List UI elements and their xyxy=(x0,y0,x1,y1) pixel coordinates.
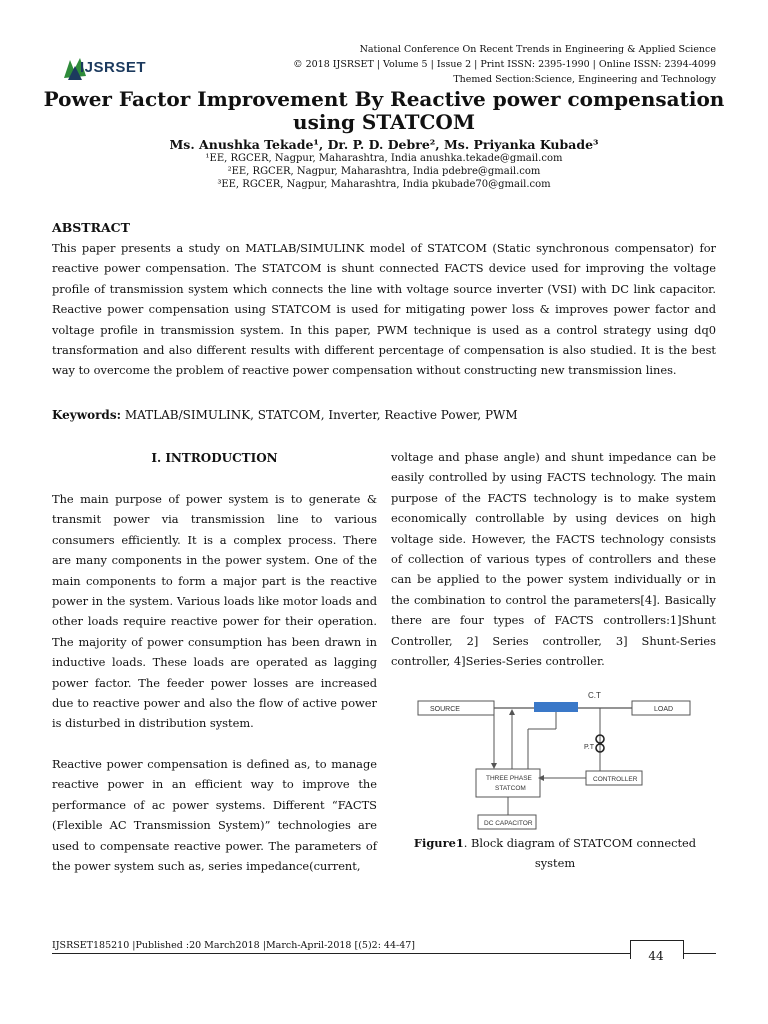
logo-text: IJSRSET xyxy=(80,59,147,76)
figure-caption-text: . Block diagram of STATCOM connected system xyxy=(463,836,697,870)
page-number: 44 xyxy=(648,949,664,963)
intro-paragraph-2: Reactive power compensation is defined as, to manage reactive power in an efficient way to improve the performance of ac power systems. Different “FACTS (Flexible AC Transmission System)” technologies are used to compensate reactive power. The parameters of the power system such as, series impedance(current, xyxy=(52,757,377,874)
intro-paragraph-1: The main purpose of power system is to generate & transmit power via transmission line to various consumers efficiently. It is a complex process. There are many components in the power system. One of the main components to form a major part is the reactive power in the system. Various loads like motor loads and other loads require reactive power for their operation. The majority of power consumption has been drawn in inductive loads. These loads are operated as lagging power factor. The feeder power losses are increased due to reactive power and also the flow of active power is disturbed in distribution system. xyxy=(52,492,377,731)
paper-title xyxy=(30,88,738,134)
statcom-label-line2: STATCOM xyxy=(495,785,526,792)
statcom-block-diagram xyxy=(416,687,692,835)
section-heading-introduction: I. INTRODUCTION xyxy=(151,451,278,465)
keywords-list: MATLAB/SIMULINK, STATCOM, Inverter, Reactive Power, PWM xyxy=(124,408,518,422)
author-list: Ms. Anushka Tekade¹, Dr. P. D. Debre², Ms. Priyanka Kubade³ xyxy=(169,137,599,152)
footer-citation: IJSRSET185210 |Published :20 March2018 |March-April-2018 [(5)2: 44-47] xyxy=(52,940,416,951)
statcom-block xyxy=(476,769,540,797)
arrow-head-up xyxy=(509,709,515,715)
ct-label: C.T xyxy=(588,691,601,700)
journal-logo xyxy=(60,50,160,88)
title-line-2: using STATCOM xyxy=(293,110,475,134)
figure-caption-label: Figure1 xyxy=(413,836,464,850)
load-label: LOAD xyxy=(654,706,674,713)
keywords-label: Keywords: xyxy=(52,408,122,422)
keywords xyxy=(52,408,716,422)
affiliation-2: ²EE, RGCER, Nagpur, Maharashtra, India pdebre@gmail.com xyxy=(227,166,541,177)
right-column-paragraph: voltage and phase angle) and shunt impedance can be easily controlled by using FACTS technology. The main purpose of the FACTS technology is to make system economically controllable by using devices on high voltage side. However, the FACTS technology consists of collection of various types of controllers and these can be applied to the power system individually or in the combination to control the parameters[4]. Basically there are four types of FACTS controllers:1]Shunt Controller, 2] Series controller, 3] Shunt-Series controller, 4]Series-Series controller. xyxy=(391,450,716,669)
current-transformer xyxy=(534,702,578,712)
pt-label: P.T xyxy=(584,744,594,751)
controller-label: CONTROLLER xyxy=(593,776,638,783)
arrow-head-down xyxy=(491,763,497,769)
figure-caption xyxy=(405,833,705,873)
affiliation-1: ¹EE, RGCER, Nagpur, Maharashtra, India anushka.tekade@gmail.com xyxy=(205,153,563,164)
dc-capacitor-label: DC CAPACITOR xyxy=(484,820,533,827)
abstract-heading: ABSTRACT xyxy=(52,220,130,235)
source-label: SOURCE xyxy=(430,706,460,713)
footer-divider xyxy=(52,953,716,954)
abstract-text: This paper presents a study on MATLAB/SIMULINK model of STATCOM (Static synchronous compensator) for reactive power compensation. The STATCOM is shunt connected FACTS device used for improving the voltage profile of transmission system which connects the line with voltage source inverter (VSI) with DC link capacitor. Reactive power compensation using STATCOM is used for mitigating power loss & improves power factor and voltage profile in transmission system. In this paper, PWM technique is used as a control strategy using dq0 transformation and also different results with different percentage of compensation is also studied. It is the best way to overcome the problem of reactive power compensation without constructing new transmission lines. xyxy=(52,241,716,378)
affiliation-3: ³EE, RGCER, Nagpur, Maharashtra, India pkubade70@gmail.com xyxy=(217,179,551,190)
statcom-label-line1: THREE PHASE xyxy=(486,775,532,782)
conference-name: National Conference On Recent Trends in Engineering & Applied Science xyxy=(359,44,716,55)
journal-volume-info: © 2018 IJSRSET | Volume 5 | Issue 2 | Print ISSN: 2395-1990 | Online ISSN: 2394-4099 xyxy=(293,59,716,70)
title-line-1: Power Factor Improvement By Reactive power compensation xyxy=(43,87,725,111)
themed-section: Themed Section:Science, Engineering and Technology xyxy=(453,74,716,85)
